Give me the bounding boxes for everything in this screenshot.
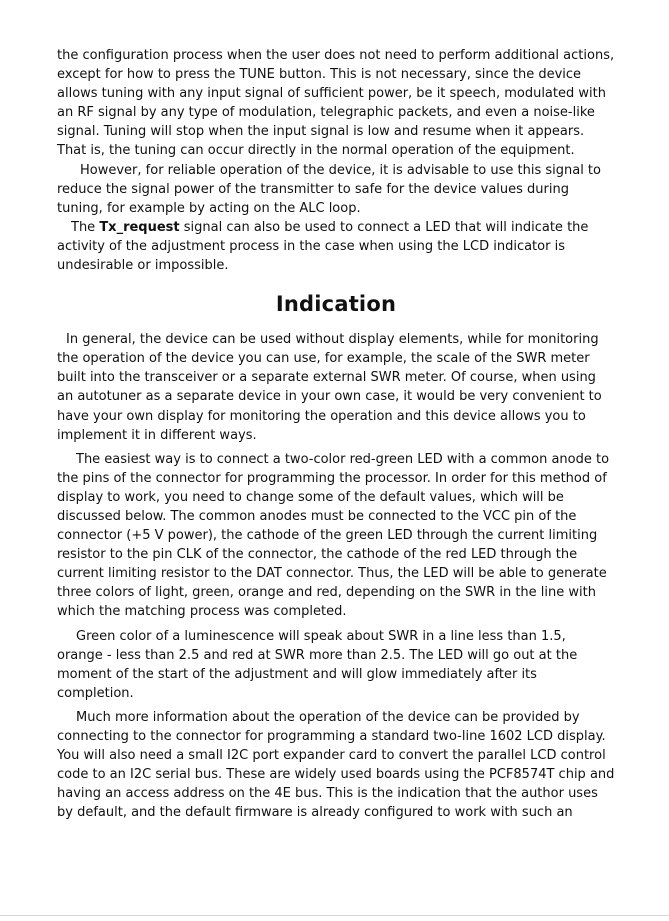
paragraph-configuration-process: the configuration process when the user does not need to perform additional actions, except for how to press the TUNE button. This is not necessary, since the device allows tuning with any input signal of sufficient power, be it speech, modulated with an RF signal by any type of modulation, telegraphic packets, and even a noise-like signal. Tuning will stop when the input signal is low and resume when it appears. That is, the tuning can occur directly in the normal operation of the equipment. <box>57 48 615 159</box>
paragraph-two-color-led: The easiest way is to connect a two-color red-green LED with a common anode to the pins of the connector for programming the processor. In order for this method of display to work, you need to change some of the default values, which will be discussed below. The common anodes must be connected to the VCC pin of the connector (+5 V power), the cathode of the green LED through the current limiting resistor to the pin CLK of the connector, the cathode of the red LED through the current limiting resistor to the DAT connector. Thus, the LED will be able to generate three colors of light, green, orange and red, depending on the SWR in the line with which the matching process was completed. <box>57 451 610 620</box>
paragraph-lcd-display: Much more information about the operation of the device can be provided by connecting to the connector for programming a standard two-line 1602 LCD display. You will also need a small I2C port expander card to convert the parallel LCD control code to an I2C serial bus. These are widely used boards using the PCF8574T chip and having an access address on the 4E bus. This is the indication that the author uses by default, and the default firmware is already configured to work with such an <box>57 709 615 821</box>
paragraph-reliable-operation: However, for reliable operation of the device, it is advisable to use this signal to reduce the signal power of the transmitter to safe for the device values during tuning, for example by acting on the ALC loop. <box>57 162 601 216</box>
paragraph-general-usage: In general, the device can be used without display elements, while for monitoring the operation of the device you can use, for example, the scale of the SWR meter built into the transceiver or a separate external SWR meter. Of course, when using an autotuner as a separate device in your own case, it would be very convenient to have your own display for monitoring the operation and this device allows you to implement it in different ways. <box>57 332 602 443</box>
section-heading-indication: Indication <box>275 292 397 317</box>
tx-request-prefix: The <box>71 219 100 235</box>
document-page <box>57 46 615 822</box>
paragraph-led-colors: Green color of a luminescence will speak about SWR in a line less than 1.5, orange - less than 2.5 and red at SWR more than 2.5. The LED will go out at the moment of the start of the adjustment and will glow immediately after its completion. <box>57 628 578 701</box>
tx-request-keyword: Tx_request <box>99 219 180 235</box>
tx-request-text: signal can also be used to connect a LED that will indicate the activity of the adjustment process in the case when using the LCD indicator is undesirable or impossible. <box>57 219 589 274</box>
page-bottom-edge <box>0 915 669 916</box>
paragraph-tx-request <box>57 218 615 275</box>
